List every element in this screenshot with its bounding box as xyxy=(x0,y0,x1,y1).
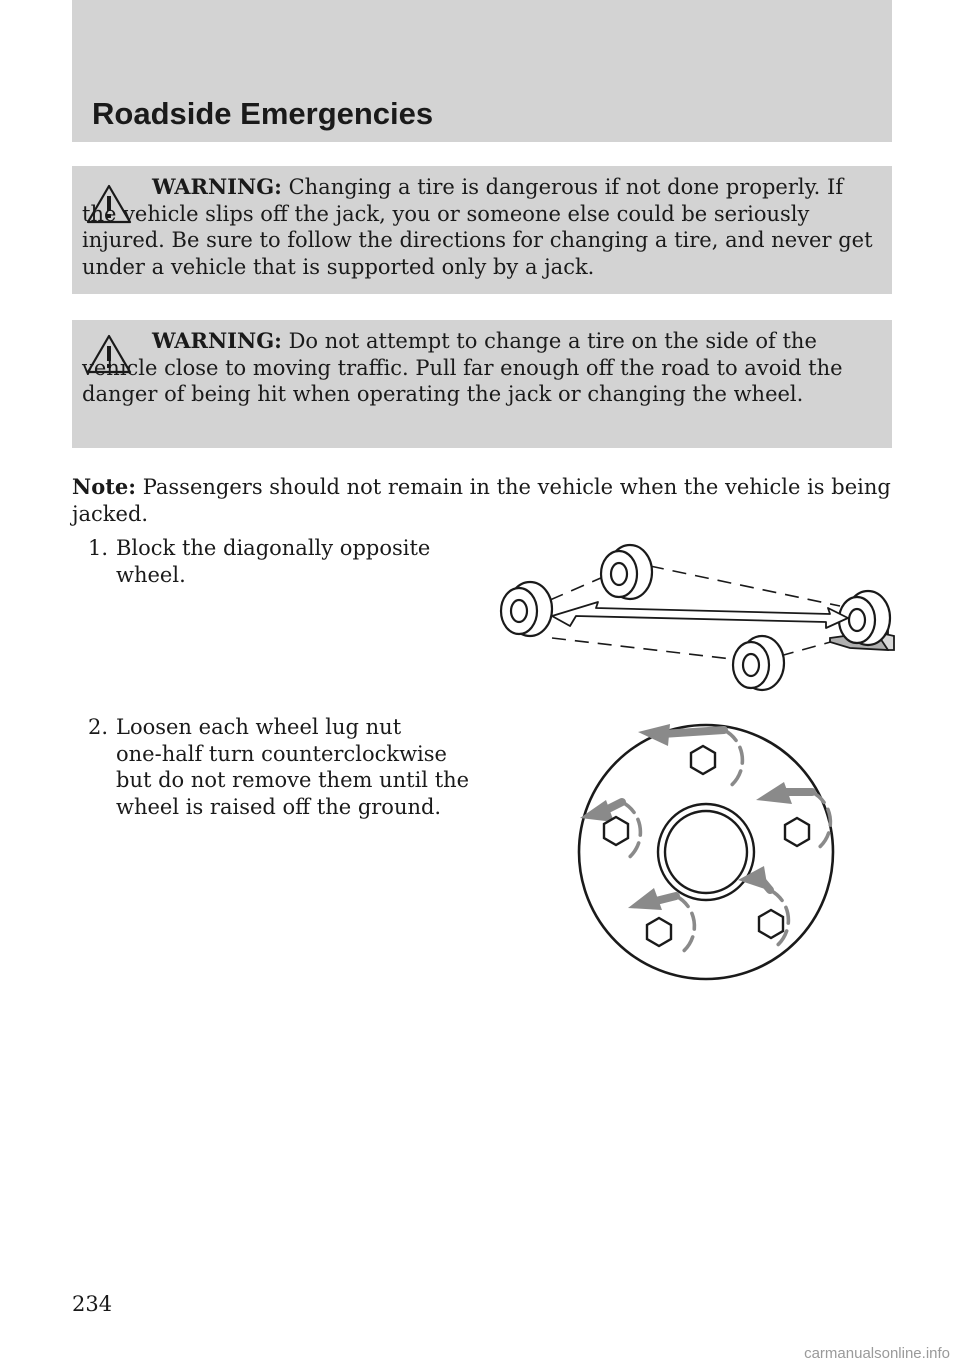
warning-body: Do not attempt to change a tire on the side of the vehicle close to moving traffic. Pull far enough off the road to avoid the danger of being hit when operating the jack or changing the wheel. xyxy=(82,329,843,406)
section-title: Roadside Emergencies xyxy=(92,96,434,131)
step-text-rest: one-half turn counterclockwise but do not remove them until the wheel is raised off the ground. xyxy=(116,741,470,819)
tire-icon xyxy=(601,545,652,599)
step-text-rest: wheel. xyxy=(116,562,186,587)
lug-nut-diagram xyxy=(570,712,840,982)
warning-box-traffic xyxy=(72,320,892,448)
warning-text xyxy=(82,174,876,280)
watermark: carmanualsonline.info xyxy=(804,1345,950,1362)
warning-label: WARNING: xyxy=(152,328,282,353)
step-number: 2. xyxy=(88,715,109,739)
warning-label: WARNING: xyxy=(152,174,282,199)
step-text-line1: Loosen each wheel lug nut xyxy=(116,715,402,739)
tire-icon xyxy=(501,582,552,636)
note-text: Passengers should not remain in the vehicle when the vehicle is being jacked. xyxy=(72,475,891,526)
note-label: Note: xyxy=(72,474,137,499)
step-item xyxy=(88,535,488,588)
step-item xyxy=(88,714,488,820)
warning-body: Changing a tire is dangerous if not done properly. If the vehicle slips off the jack, you or someone else could be seriously injured. Be sure to follow the directions for changing a tire, and never get under a vehicle that is supported only by a jack. xyxy=(82,175,873,279)
note-paragraph xyxy=(72,474,892,527)
step-number: 1. xyxy=(88,536,109,560)
diagonal-arrow-icon xyxy=(552,602,848,628)
page-number: 234 xyxy=(72,1292,113,1316)
tire-icon xyxy=(733,636,784,690)
warning-box-tire-change xyxy=(72,166,892,294)
warning-text xyxy=(82,328,876,408)
wheel-block-diagram xyxy=(490,538,910,698)
step-text-line1: Block the diagonally opposite xyxy=(116,536,431,560)
